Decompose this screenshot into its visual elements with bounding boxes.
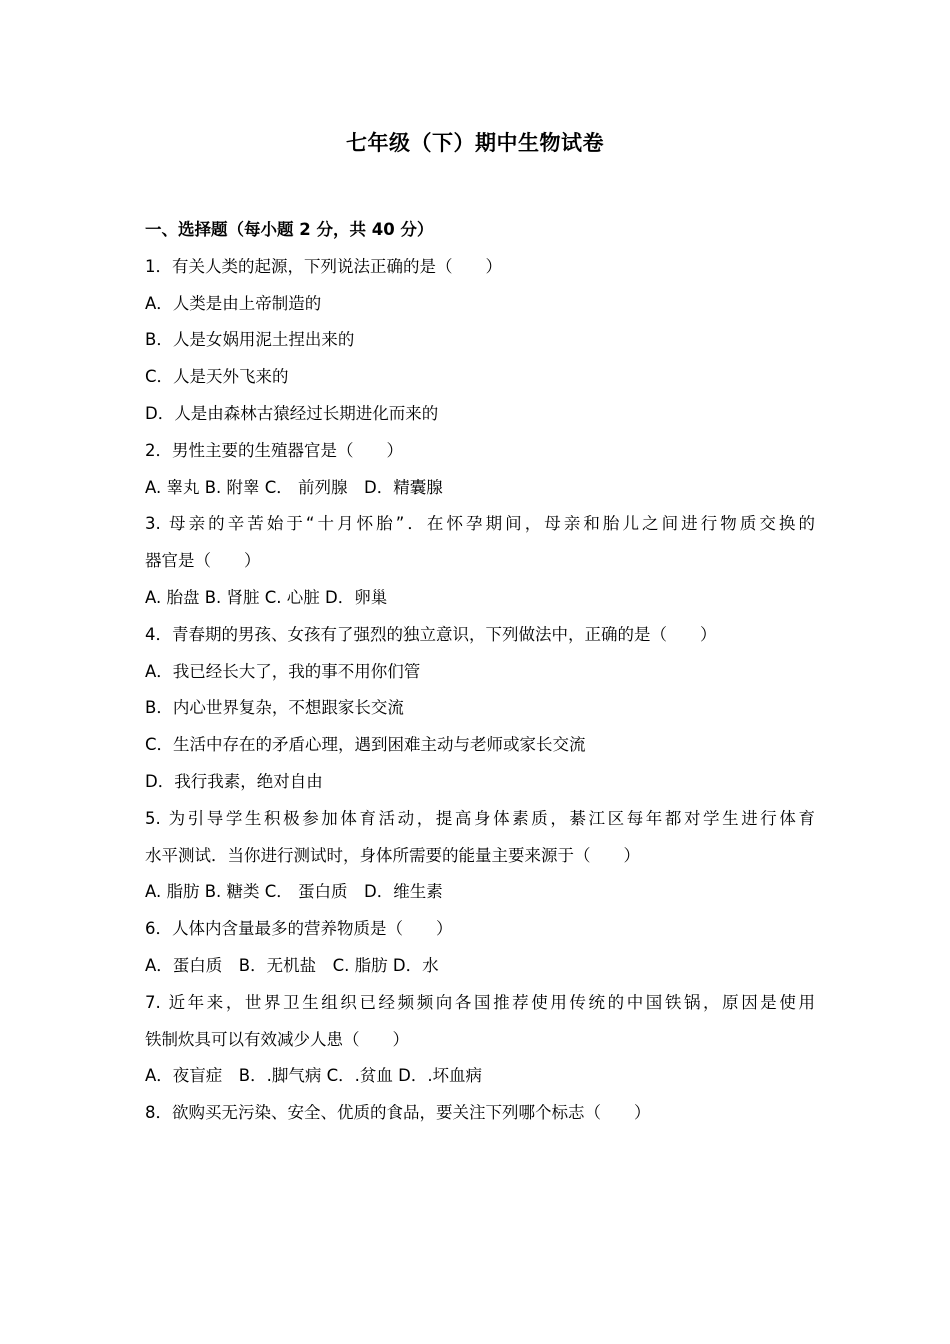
question-8-stem: 8．欲购买无污染、安全、优质的食品，要关注下列哪个标志（ ）	[145, 1103, 651, 1123]
question-2-options: A. 睾丸 B. 附睾 C． 前列腺 D．精囊腺	[145, 477, 443, 497]
question-2-stem: 2．男性主要的生殖器官是（ ）	[145, 440, 403, 460]
question-7-stem-continued: 铁制炊具可以有效减少人患（ ）	[145, 1029, 409, 1049]
question-7-options: A．夜盲症 B．.脚气病 C．.贫血 D．.坏血病	[145, 1066, 483, 1086]
question-1-option-d: D．人是由森林古猿经过长期进化而来的	[145, 403, 439, 423]
question-4-stem: 4．青春期的男孩、女孩有了强烈的独立意识，下列做法中，正确的是（ ）	[145, 624, 717, 644]
question-1-option-a: A．人类是由上帝制造的	[145, 293, 322, 313]
question-5-stem: 5. 为引导学生积极参加体育活动，提高身体素质，綦江区每年都对学生进行体育	[145, 808, 815, 828]
question-6-stem: 6．人体内含量最多的营养物质是（ ）	[145, 919, 453, 939]
question-7-stem: 7. 近年来，世界卫生组织已经频频向各国推荐使用传统的中国铁锅，原因是使用	[145, 992, 815, 1012]
page-title: 七年级（下）期中生物试卷	[346, 131, 604, 155]
question-4-option-b: B．内心世界复杂，不想跟家长交流	[145, 698, 404, 718]
question-1-option-b: B．人是女娲用泥土捏出来的	[145, 330, 355, 350]
question-1-stem: 1．有关人类的起源，下列说法正确的是（ ）	[145, 256, 502, 276]
exam-content	[145, 212, 815, 1132]
section-heading: 一、选择题（每小题 2 分，共 40 分）	[145, 220, 434, 239]
question-4-option-a: A．我已经长大了，我的事不用你们管	[145, 661, 421, 681]
question-4-option-c: C．生活中存在的矛盾心理，遇到困难主动与老师或家长交流	[145, 735, 586, 755]
question-4-option-d: D．我行我素，绝对自由	[145, 771, 323, 791]
question-5-options: A. 脂肪 B. 糖类 C． 蛋白质 D．维生素	[145, 882, 443, 902]
question-1-option-c: C．人是天外飞来的	[145, 367, 289, 387]
question-3-stem: 3. 母亲的辛苦始于“十月怀胎”．在怀孕期间，母亲和胎儿之间进行物质交换的	[145, 514, 815, 534]
question-5-stem-continued: 水平测试．当你进行测试时，身体所需要的能量主要来源于（ ）	[145, 845, 640, 865]
question-3-options: A. 胎盘 B. 肾脏 C. 心脏 D．卵巢	[145, 587, 388, 607]
question-6-options: A．蛋白质 B．无机盐 C. 脂肪 D．水	[145, 955, 439, 975]
question-3-stem-continued: 器官是（ ）	[145, 551, 261, 571]
